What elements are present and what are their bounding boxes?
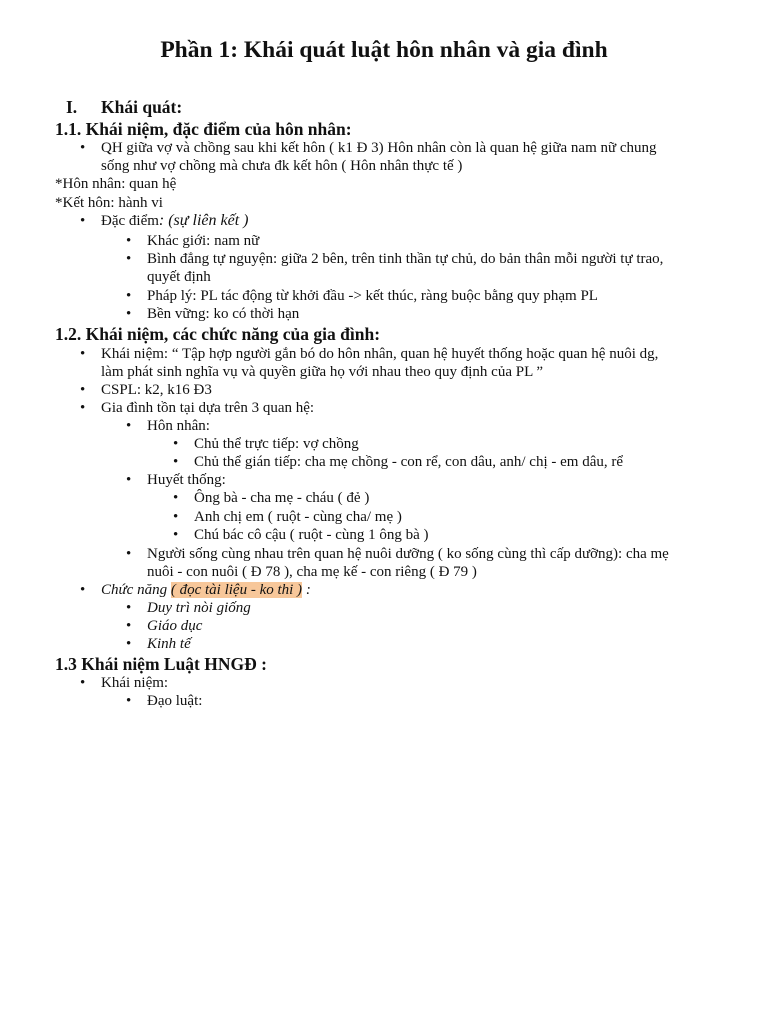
relation-item: Chủ thể trực tiếp: vợ chồng	[194, 436, 359, 452]
relation-item: Chủ thể gián tiếp: cha mẹ chồng - con rể, con dâu, anh/ chị - em dâu, rể	[194, 454, 624, 470]
relation-item: Anh chị em ( ruột - cùng cha/ mẹ )	[194, 509, 402, 525]
law-concept: Khái niệm:	[101, 675, 169, 691]
bullet-icon: •	[126, 233, 132, 249]
bullet-icon: •	[80, 400, 86, 416]
feature-item-continued: quyết định	[147, 269, 211, 285]
function-item: Kinh tế	[147, 636, 191, 652]
bullet-icon: •	[80, 346, 86, 362]
marriage-definition-line1: QH giữa vợ và chồng sau khi kết hôn ( k1 Đ 3) Hôn nhân còn là quan hệ giữa nam nữ chung	[101, 140, 657, 156]
function-item: Giáo dục	[147, 618, 203, 634]
page-title: Phần 1: Khái quát luật hôn nhân và gia đình	[160, 37, 608, 63]
bullet-icon: •	[126, 636, 132, 652]
feature-item: Khác giới: nam nữ	[147, 233, 260, 249]
bullet-icon: •	[80, 675, 86, 691]
relation-bloodline: Huyết thống:	[147, 472, 226, 488]
bullet-icon: •	[173, 527, 179, 543]
functions-heading	[101, 581, 311, 599]
functions-suffix: :	[302, 582, 311, 598]
bullet-icon: •	[80, 382, 86, 398]
bullet-icon: •	[80, 213, 86, 229]
section-heading-1-2: 1.2. Khái niệm, các chức năng của gia đình:	[55, 324, 381, 344]
bullet-icon: •	[173, 454, 179, 470]
bullet-icon: •	[173, 490, 179, 506]
feature-item: Bền vững: ko có thời hạn	[147, 306, 300, 322]
feature-item: Bình đẳng tự nguyện: giữa 2 bên, trên tinh thần tự chủ, do bản thân mỗi người tự trao,	[147, 251, 664, 267]
bullet-icon: •	[126, 693, 132, 709]
family-definition-line2: làm phát sinh nghĩa vụ và quyền giữa họ với nhau theo quy định của PL ”	[101, 364, 544, 380]
bullet-icon: •	[126, 618, 132, 634]
bullet-icon: •	[80, 140, 86, 156]
features-detail: : (sự liên kết )	[158, 212, 249, 229]
bullet-icon: •	[126, 288, 132, 304]
relation-item: Chú bác cô cậu ( ruột - cùng 1 ông bà )	[194, 527, 429, 543]
section-heading-1-1: 1.1. Khái niệm, đặc điểm của hôn nhân:	[55, 119, 352, 139]
family-definition-line1: Khái niệm: “ Tập hợp người gắn bó do hôn nhân, quan hệ huyết thống hoặc quan hệ nuôi dg,	[101, 346, 659, 362]
bullet-icon: •	[173, 436, 179, 452]
function-item: Duy trì nòi giống	[147, 600, 251, 616]
section-number-i: I.	[66, 97, 78, 117]
note-hon-nhan: *Hôn nhân: quan hệ	[55, 176, 177, 192]
note-ket-hon: *Kết hôn: hành vi	[55, 195, 163, 211]
functions-highlight: ( đọc tài liệu - ko thi )	[170, 582, 303, 598]
marriage-definition-line2: sống như vợ chồng mà chưa đk kết hôn ( Hôn nhân thực tế )	[101, 158, 463, 174]
functions-label: Chức năng	[101, 582, 171, 598]
bullet-icon: •	[173, 509, 179, 525]
section-heading-1-3: 1.3 Khái niệm Luật HNGĐ :	[55, 654, 267, 674]
features-heading	[101, 212, 248, 230]
section-heading-khai-quat: Khái quát:	[101, 97, 183, 117]
bullet-icon: •	[126, 251, 132, 267]
bullet-icon: •	[126, 600, 132, 616]
family-relations-heading: Gia đình tồn tại dựa trên 3 quan hệ:	[101, 400, 315, 416]
relation-nurturing-line2: nuôi - con nuôi ( Đ 78 ), cha mẹ kế - con riêng ( Đ 79 )	[147, 564, 477, 580]
relation-nurturing-line1: Người sống cùng nhau trên quan hệ nuôi dưỡng ( ko sống cùng thì cấp dưỡng): cha mẹ	[147, 546, 669, 562]
features-label: Đặc điểm	[101, 213, 159, 229]
bullet-icon: •	[126, 306, 132, 322]
bullet-icon: •	[126, 472, 132, 488]
bullet-icon: •	[80, 582, 86, 598]
law-statute: Đạo luật:	[147, 693, 203, 709]
bullet-icon: •	[126, 418, 132, 434]
relation-marriage: Hôn nhân:	[147, 418, 210, 434]
bullet-icon: •	[126, 546, 132, 562]
feature-item: Pháp lý: PL tác động từ khởi đầu -> kết thúc, ràng buộc bằng quy phạm PL	[147, 288, 598, 304]
relation-item: Ông bà - cha mẹ - cháu ( đẻ )	[194, 490, 370, 506]
legal-basis: CSPL: k2, k16 Đ3	[101, 382, 212, 398]
